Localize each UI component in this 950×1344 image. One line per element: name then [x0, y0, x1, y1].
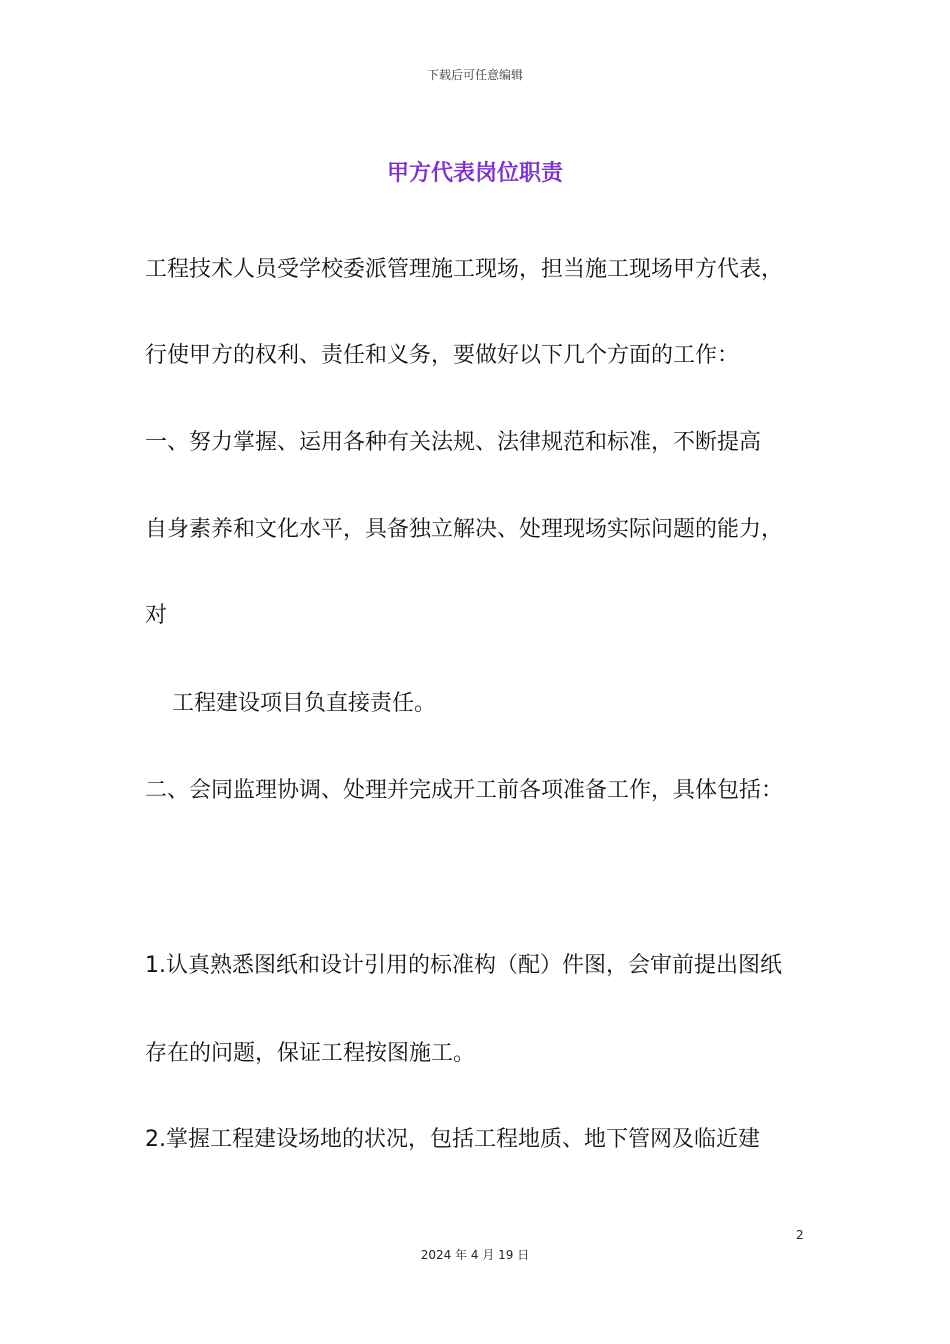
footer-date: 2024 年 4 月 19 日: [420, 1248, 530, 1262]
paragraph-line: 2.掌握工程建设场地的状况，包括工程地质、地下管网及临近建: [145, 1127, 760, 1152]
paragraph-line: 对: [145, 603, 168, 628]
header-note: 下载后可任意编辑: [426, 68, 523, 82]
paragraph-line: 工程技术人员受学校委派管理施工现场，担当施工现场甲方代表，: [145, 257, 784, 282]
page-number: 2: [796, 1228, 804, 1242]
paragraph-line: 二、会同监理协调、处理并完成开工前各项准备工作，具体包括：: [145, 778, 784, 803]
document-title: 甲方代表岗位职责: [386, 161, 563, 186]
paragraph-line: 存在的问题，保证工程按图施工。: [145, 1041, 476, 1066]
paragraph-line: 行使甲方的权利、责任和义务，要做好以下几个方面的工作：: [145, 343, 740, 368]
paragraph-line-indented: 工程建设项目负直接责任。: [172, 691, 437, 716]
paragraph-line: 1.认真熟悉图纸和设计引用的标准构（配）件图，会审前提出图纸: [145, 953, 782, 978]
paragraph-line: 自身素养和文化水平，具备独立解决、处理现场实际问题的能力，: [145, 517, 784, 542]
paragraph-line: 一、努力掌握、运用各种有关法规、法律规范和标准，不断提高: [145, 430, 762, 455]
